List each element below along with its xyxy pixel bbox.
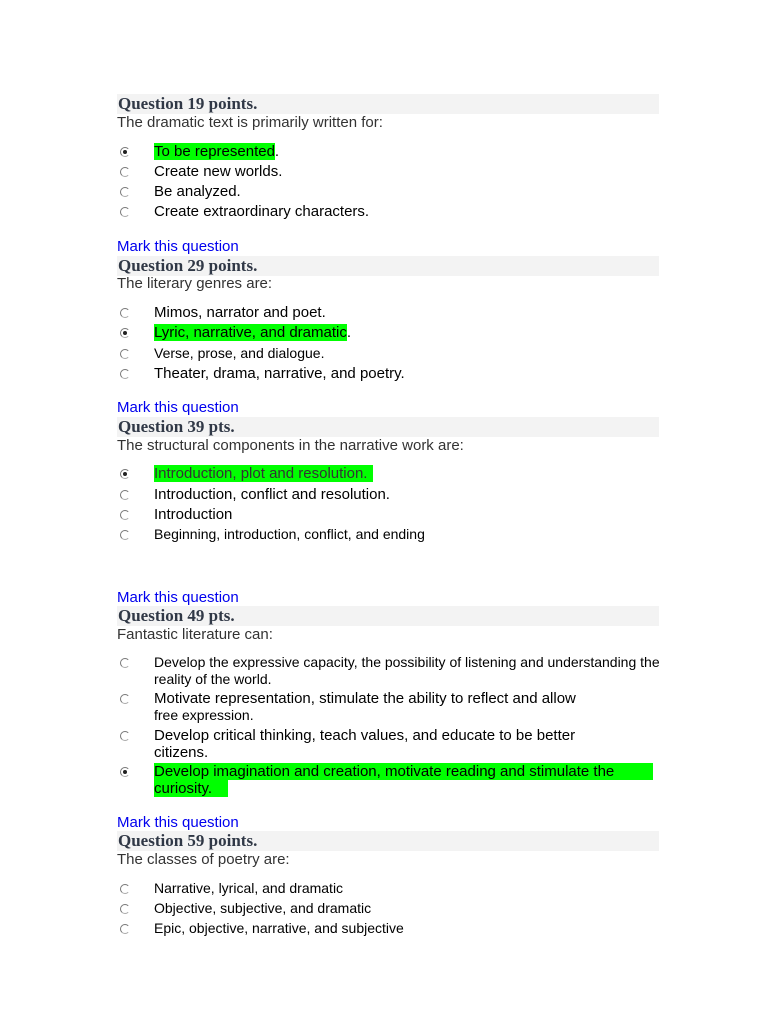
radio-icon[interactable] xyxy=(120,187,130,197)
option-label: Mimos, narrator and poet. xyxy=(154,304,326,321)
option-label-line-2: citizens. xyxy=(154,744,209,761)
option-label-line-2: reality of the world. xyxy=(154,671,272,687)
radio-selected-icon[interactable] xyxy=(120,147,130,157)
mark-question-link-1[interactable]: Mark this question xyxy=(117,238,239,255)
option-label-line-1: Develop critical thinking, teach values, and educate to be better xyxy=(154,727,576,744)
option-highlight: Introduction, plot and resolution. xyxy=(154,465,373,482)
option-label: Beginning, introduction, conflict, and ending xyxy=(154,526,425,542)
option-highlight: To be represented xyxy=(154,143,275,160)
radio-selected-icon[interactable] xyxy=(120,767,130,777)
radio-icon[interactable] xyxy=(120,694,130,704)
option-label-line-1: Motivate representation, stimulate the ability to reflect and allow xyxy=(154,690,576,707)
option-label: Create new worlds. xyxy=(154,163,283,180)
question-2-prompt: The literary genres are: xyxy=(117,275,273,292)
option-label: Epic, objective, narrative, and subjective xyxy=(154,920,404,936)
mark-question-link-4[interactable]: Mark this question xyxy=(117,814,239,831)
question-5-prompt: The classes of poetry are: xyxy=(117,851,290,868)
option-label: Theater, drama, narrative, and poetry. xyxy=(154,365,405,382)
option-label: . xyxy=(346,324,352,341)
question-5-title: Question 59 points. xyxy=(117,831,659,851)
radio-icon[interactable] xyxy=(120,167,130,177)
radio-icon[interactable] xyxy=(120,731,130,741)
option-label-line-2: free expression. xyxy=(154,707,254,723)
option-label: Narrative, lyrical, and dramatic xyxy=(154,880,344,896)
radio-icon[interactable] xyxy=(120,369,130,379)
question-3-prompt: The structural components in the narrative work are: xyxy=(117,437,464,454)
question-2-title: Question 29 points. xyxy=(117,256,659,276)
question-1-prompt: The dramatic text is primarily written for: xyxy=(117,114,383,131)
question-4-title: Question 49 pts. xyxy=(117,606,659,626)
mark-question-link-2[interactable]: Mark this question xyxy=(117,399,239,416)
radio-icon[interactable] xyxy=(120,349,130,359)
option-label: Introduction, conflict and resolution. xyxy=(154,486,390,503)
radio-icon[interactable] xyxy=(120,490,130,500)
mark-question-link-3[interactable]: Mark this question xyxy=(117,589,239,606)
option-label: . xyxy=(274,143,280,160)
option-highlight: Lyric, narrative, and dramatic xyxy=(154,324,347,341)
radio-icon[interactable] xyxy=(120,510,130,520)
option-label: Be analyzed. xyxy=(154,183,241,200)
radio-icon[interactable] xyxy=(120,904,130,914)
radio-icon[interactable] xyxy=(120,308,130,318)
question-4-prompt: Fantastic literature can: xyxy=(117,626,273,643)
radio-selected-icon[interactable] xyxy=(120,328,130,338)
option-label: Introduction xyxy=(154,506,233,523)
radio-selected-icon[interactable] xyxy=(120,469,130,479)
radio-icon[interactable] xyxy=(120,658,130,668)
option-label: Verse, prose, and dialogue. xyxy=(154,345,325,361)
option-label-line-1: Develop the expressive capacity, the possibility of listening and understanding the xyxy=(154,654,660,670)
question-1-title: Question 19 points. xyxy=(117,94,659,114)
radio-icon[interactable] xyxy=(120,924,130,934)
radio-icon[interactable] xyxy=(120,884,130,894)
radio-icon[interactable] xyxy=(120,207,130,217)
radio-icon[interactable] xyxy=(120,530,130,540)
question-3-title: Question 39 pts. xyxy=(117,417,659,437)
option-label: Objective, subjective, and dramatic xyxy=(154,900,372,916)
option-label-line-2: curiosity. xyxy=(154,780,228,797)
option-label: Create extraordinary characters. xyxy=(154,203,370,220)
option-label-line-1: Develop imagination and creation, motivate reading and stimulate the xyxy=(154,763,653,780)
